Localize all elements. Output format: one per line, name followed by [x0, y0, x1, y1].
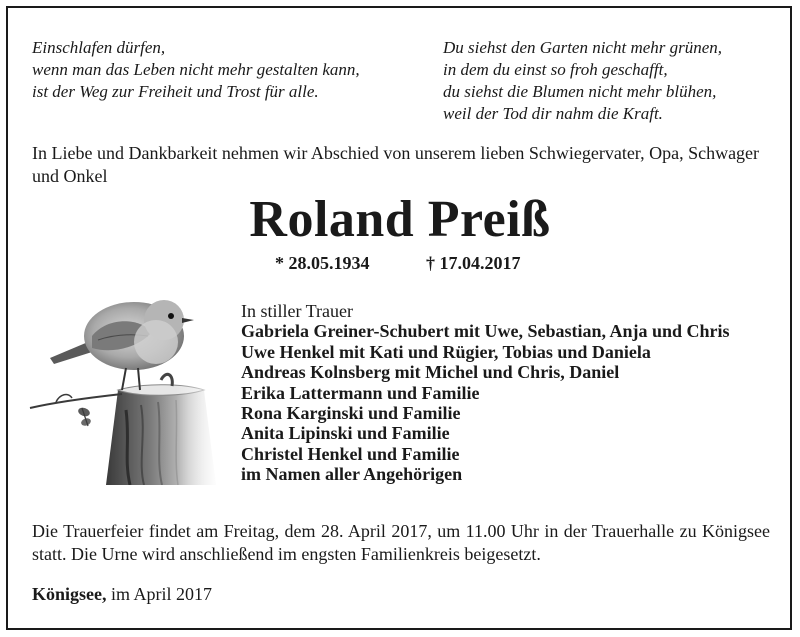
- mourner-line: Uwe Henkel mit Kati und Rügier, Tobias und Daniela: [241, 341, 651, 362]
- mourner-line: Andreas Kolnsberg mit Michel und Chris, Daniel: [241, 362, 620, 383]
- mourner-line: Christel Henkel und Familie: [241, 443, 460, 464]
- mourner-line: Gabriela Greiner-Schubert mit Uwe, Sebastian, Anja und Chris: [241, 321, 730, 342]
- place-date-line: [32, 583, 212, 605]
- poem-line: weil der Tod dir nahm die Kraft.: [443, 104, 663, 123]
- poem-line: ist der Weg zur Freiheit und Trost für alle.: [32, 82, 319, 101]
- mourners-list: [241, 301, 730, 485]
- place-name: Königsee,: [32, 584, 107, 604]
- poem-line: Du siehst den Garten nicht mehr grünen,: [443, 38, 723, 57]
- deceased-name: Roland Preiß: [249, 191, 551, 248]
- poem-line: wenn man das Leben nicht mehr gestalten kann,: [32, 60, 360, 79]
- mourner-line: Rona Karginski und Familie: [241, 403, 461, 424]
- poem-line: du siehst die Blumen nicht mehr blühen,: [443, 82, 717, 101]
- mourner-line: Erika Lattermann und Familie: [241, 382, 480, 403]
- poem-right: [443, 37, 722, 125]
- death-date: † 17.04.2017: [426, 253, 521, 273]
- poem-line: in dem du einst so froh geschafft,: [443, 60, 668, 79]
- poem-line: Einschlafen dürfen,: [32, 38, 166, 57]
- birth-date: * 28.05.1934: [275, 253, 370, 273]
- mourner-line: im Namen aller Angehörigen: [241, 464, 463, 485]
- robin-on-tree-stump-icon: [26, 290, 226, 485]
- mourners-lead: In stiller Trauer: [241, 301, 353, 321]
- mourner-line: Anita Lipinski und Familie: [241, 423, 450, 444]
- place-date: im April 2017: [106, 584, 213, 604]
- service-info: Die Trauerfeier findet am Freitag, dem 28. April 2017, um 11.00 Uhr in der Trauerhalle zu Königsee statt. Die Urne wird anschließend im engsten Familienkreis beigesetzt.: [32, 521, 770, 564]
- poem-left: [32, 37, 360, 103]
- intro-text: In Liebe und Dankbarkeit nehmen wir Abschied von unserem lieben Schwiegervater, Opa, Schwager und Onkel: [32, 143, 760, 186]
